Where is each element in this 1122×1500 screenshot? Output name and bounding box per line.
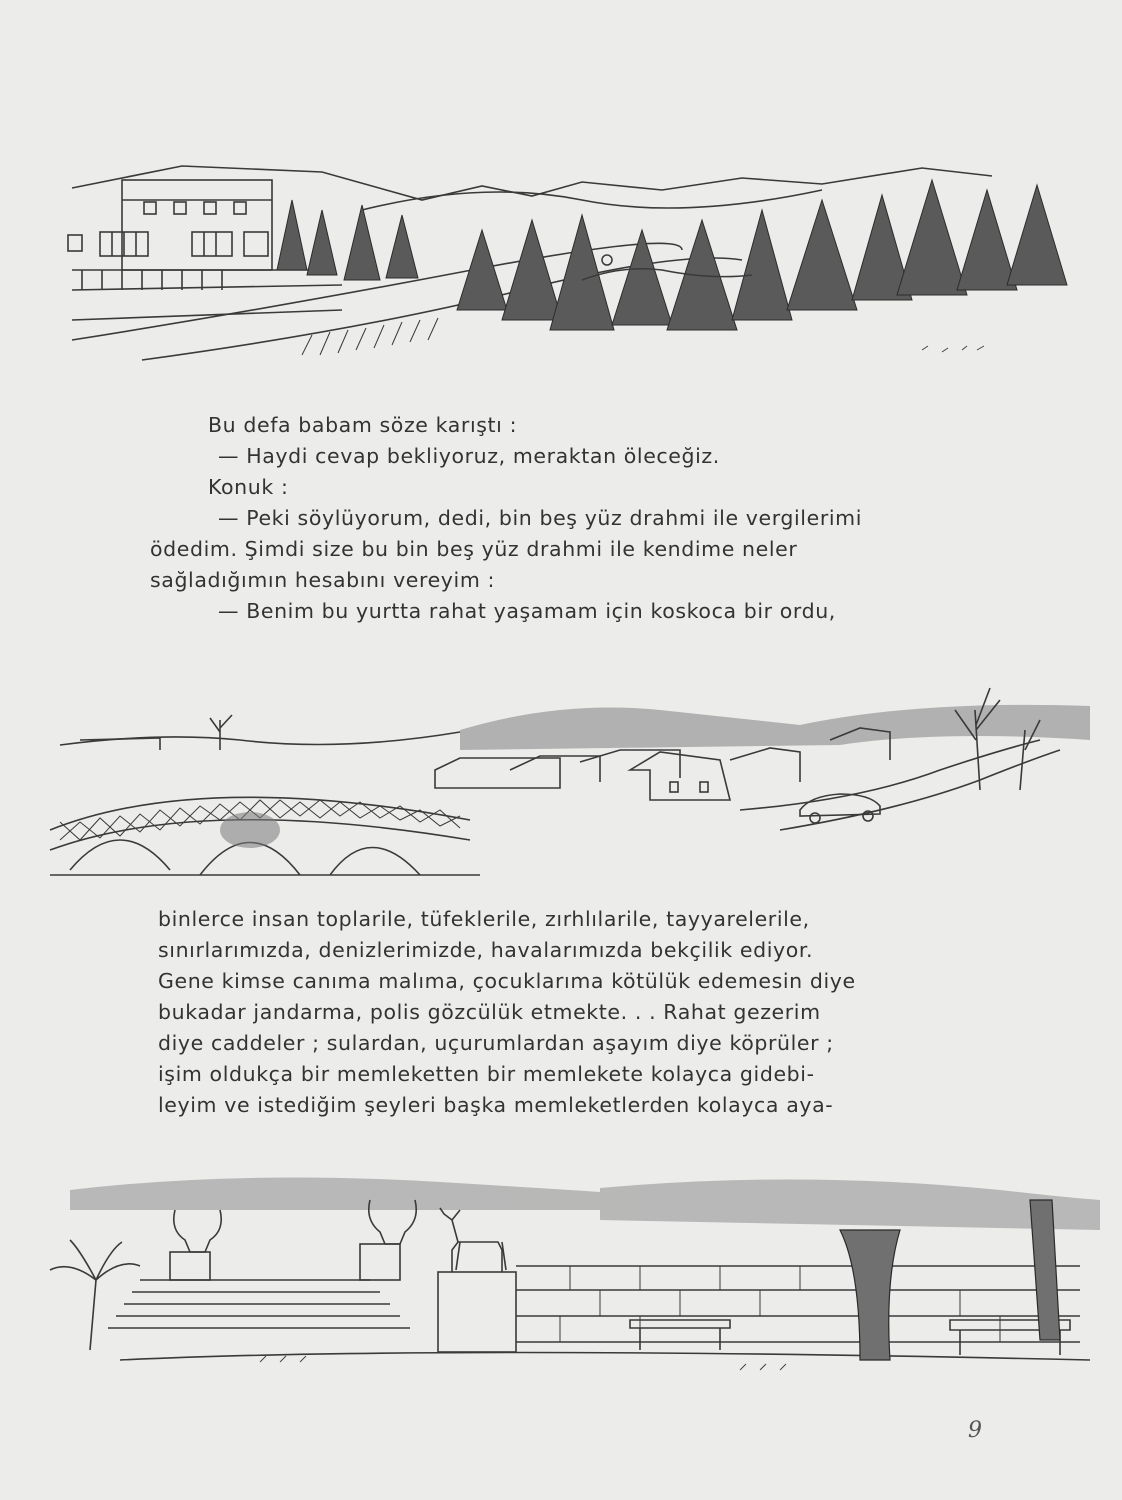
passage-1 [150,410,1030,627]
passage-2 [158,904,1018,1121]
text-line: — Haydi cevap bekliyoruz, meraktan öleceğiz. [218,444,720,468]
illustration-park-stairs-deer [40,1170,1100,1385]
text-line: diye caddeler ; sulardan, uçurumlardan aşayım diye köprüler ; [158,1031,834,1055]
text-line: Gene kimse canıma malıma, çocuklarıma kötülük edemesin diye [158,969,856,993]
text-line: işim oldukça bir memleketten bir memlekete kolayca gidebi- [158,1062,815,1086]
text-line: — Peki söylüyorum, dedi, bin beş yüz drahmi ile vergilerimi [218,506,863,530]
text-line: Konuk : [208,475,289,499]
text-line: sınırlarımızda, denizlerimizde, havalarımızda bekçilik ediyor. [158,938,814,962]
text-line: — Benim bu yurtta rahat yaşamam için koskoca bir ordu, [218,599,836,623]
illustration-building-pine-forest [62,160,1082,370]
text-line: Bu defa babam söze karıştı : [208,413,518,437]
text-line: binlerce insan toplarile, tüfeklerile, zırhlılarile, tayyarelerile, [158,907,810,931]
text-line: bukadar jandarma, polis gözcülük etmekte. . . Rahat gezerim [158,1000,821,1024]
text-line: ödedim. Şimdi size bu bin beş yüz drahmi ile kendime neler [150,537,798,561]
page-number: 9 [968,1418,982,1443]
illustration-bridge-village [40,670,1100,885]
text-line: leyim ve istediğim şeyleri başka memleketlerden kolayca aya- [158,1093,834,1117]
text-line: sağladığımın hesabını vereyim : [150,568,496,592]
